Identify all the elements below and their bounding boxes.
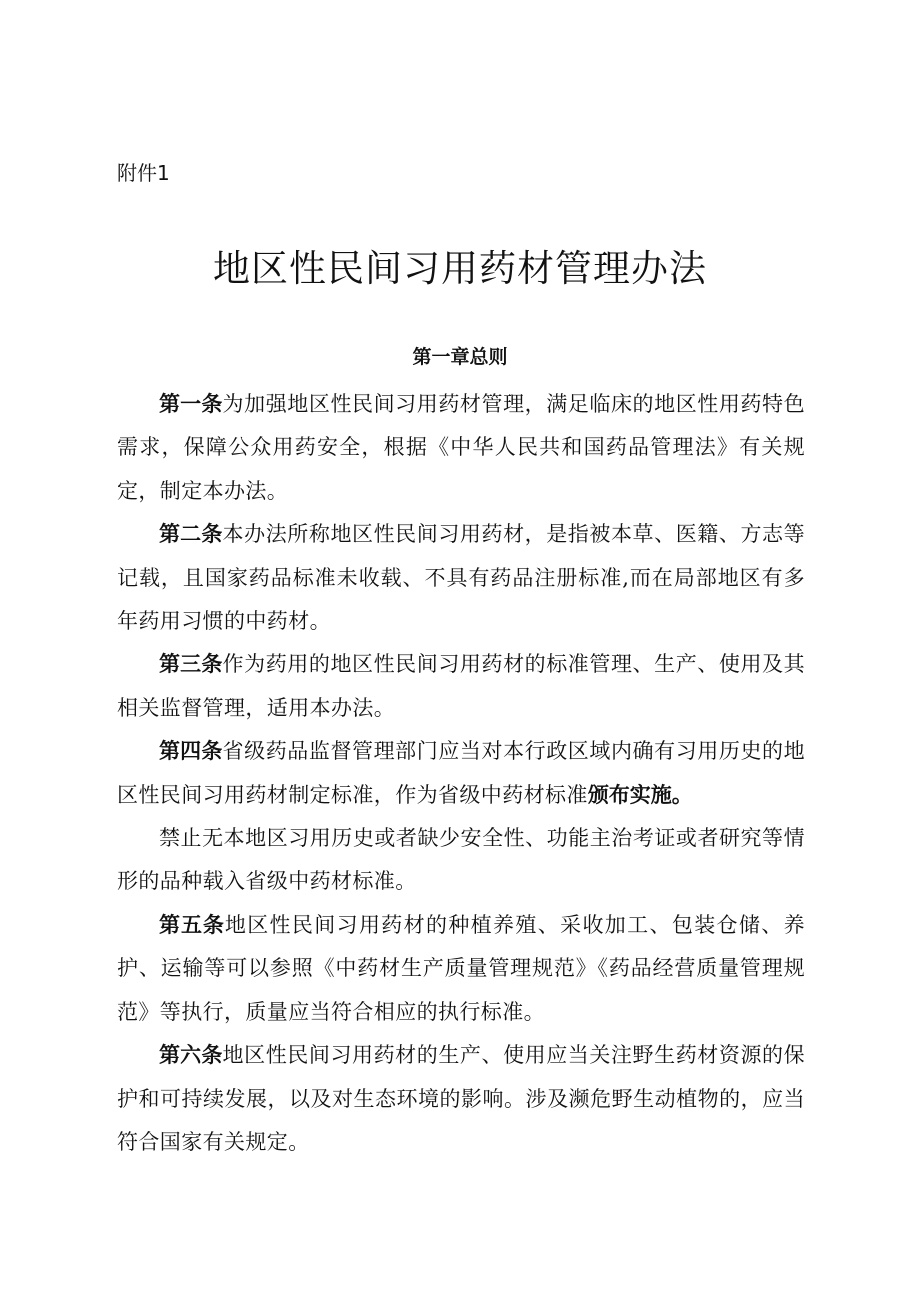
article-text: 地区性民间习用药材的生产、使用应当关注野生药材资源的保护和可持续发展，以及对生态环境的影响。涉及濒危野生动植物的，应当符合国家有关规定。: [117, 1043, 805, 1154]
article-text: 地区性民间习用药材的种植养殖、采收加工、包装仓储、养护、运输等可以参照《中药材生产质量管理规范》《药品经营质量管理规范》等执行，质量应当符合相应的执行标准。: [117, 912, 806, 1024]
chapter-heading: 第一章总则: [412, 346, 508, 368]
article-label: 第五条: [159, 912, 225, 937]
article-label: 第一条: [159, 392, 223, 416]
article-text: 为加强地区性民间习用药材管理，满足临床的地区性用药特色需求，保障公众用药安全，根据《中华人民共和国药品管理法》有关规定，制定本办法。: [117, 392, 805, 503]
article-text: 省级药品监督管理部门应当对本行政区域内确有习用历史的地区性民间习用药材制定标准，作为省级中药材标准: [117, 739, 805, 807]
article-6: [117, 1034, 805, 1164]
article-text: 禁止无本地区习用历史或者缺少安全性、功能主治考证或者研究等情形的品种载入省级中药材标准。: [117, 826, 805, 894]
article-label: 第三条: [159, 652, 223, 677]
article-2: [117, 513, 805, 643]
article-text: 本办法所称地区性民间习用药材，是指被本草、医籍、方志等记载，且国家药品标准未收载、不具有药品注册标准,而在局部地区有多年药用习惯的中药材。: [117, 522, 805, 634]
attachment-label: 附件1: [117, 161, 170, 185]
article-label: 第二条: [159, 522, 223, 547]
document-title: 地区性民间习用药材管理办法: [213, 247, 707, 290]
article-4: [117, 730, 805, 817]
article-text-emphasis: 颁布实施。: [587, 782, 693, 807]
article-text: 作为药用的地区性民间习用药材的标准管理、生产、使用及其相关监督管理，适用本办法。: [117, 652, 805, 720]
document-body: [117, 383, 805, 1164]
article-1: [117, 383, 805, 513]
article-label: 第六条: [159, 1043, 223, 1068]
article-5: [117, 904, 805, 1034]
article-4-paragraph-2: [117, 817, 805, 904]
article-3: [117, 643, 805, 730]
article-label: 第四条: [159, 739, 223, 764]
